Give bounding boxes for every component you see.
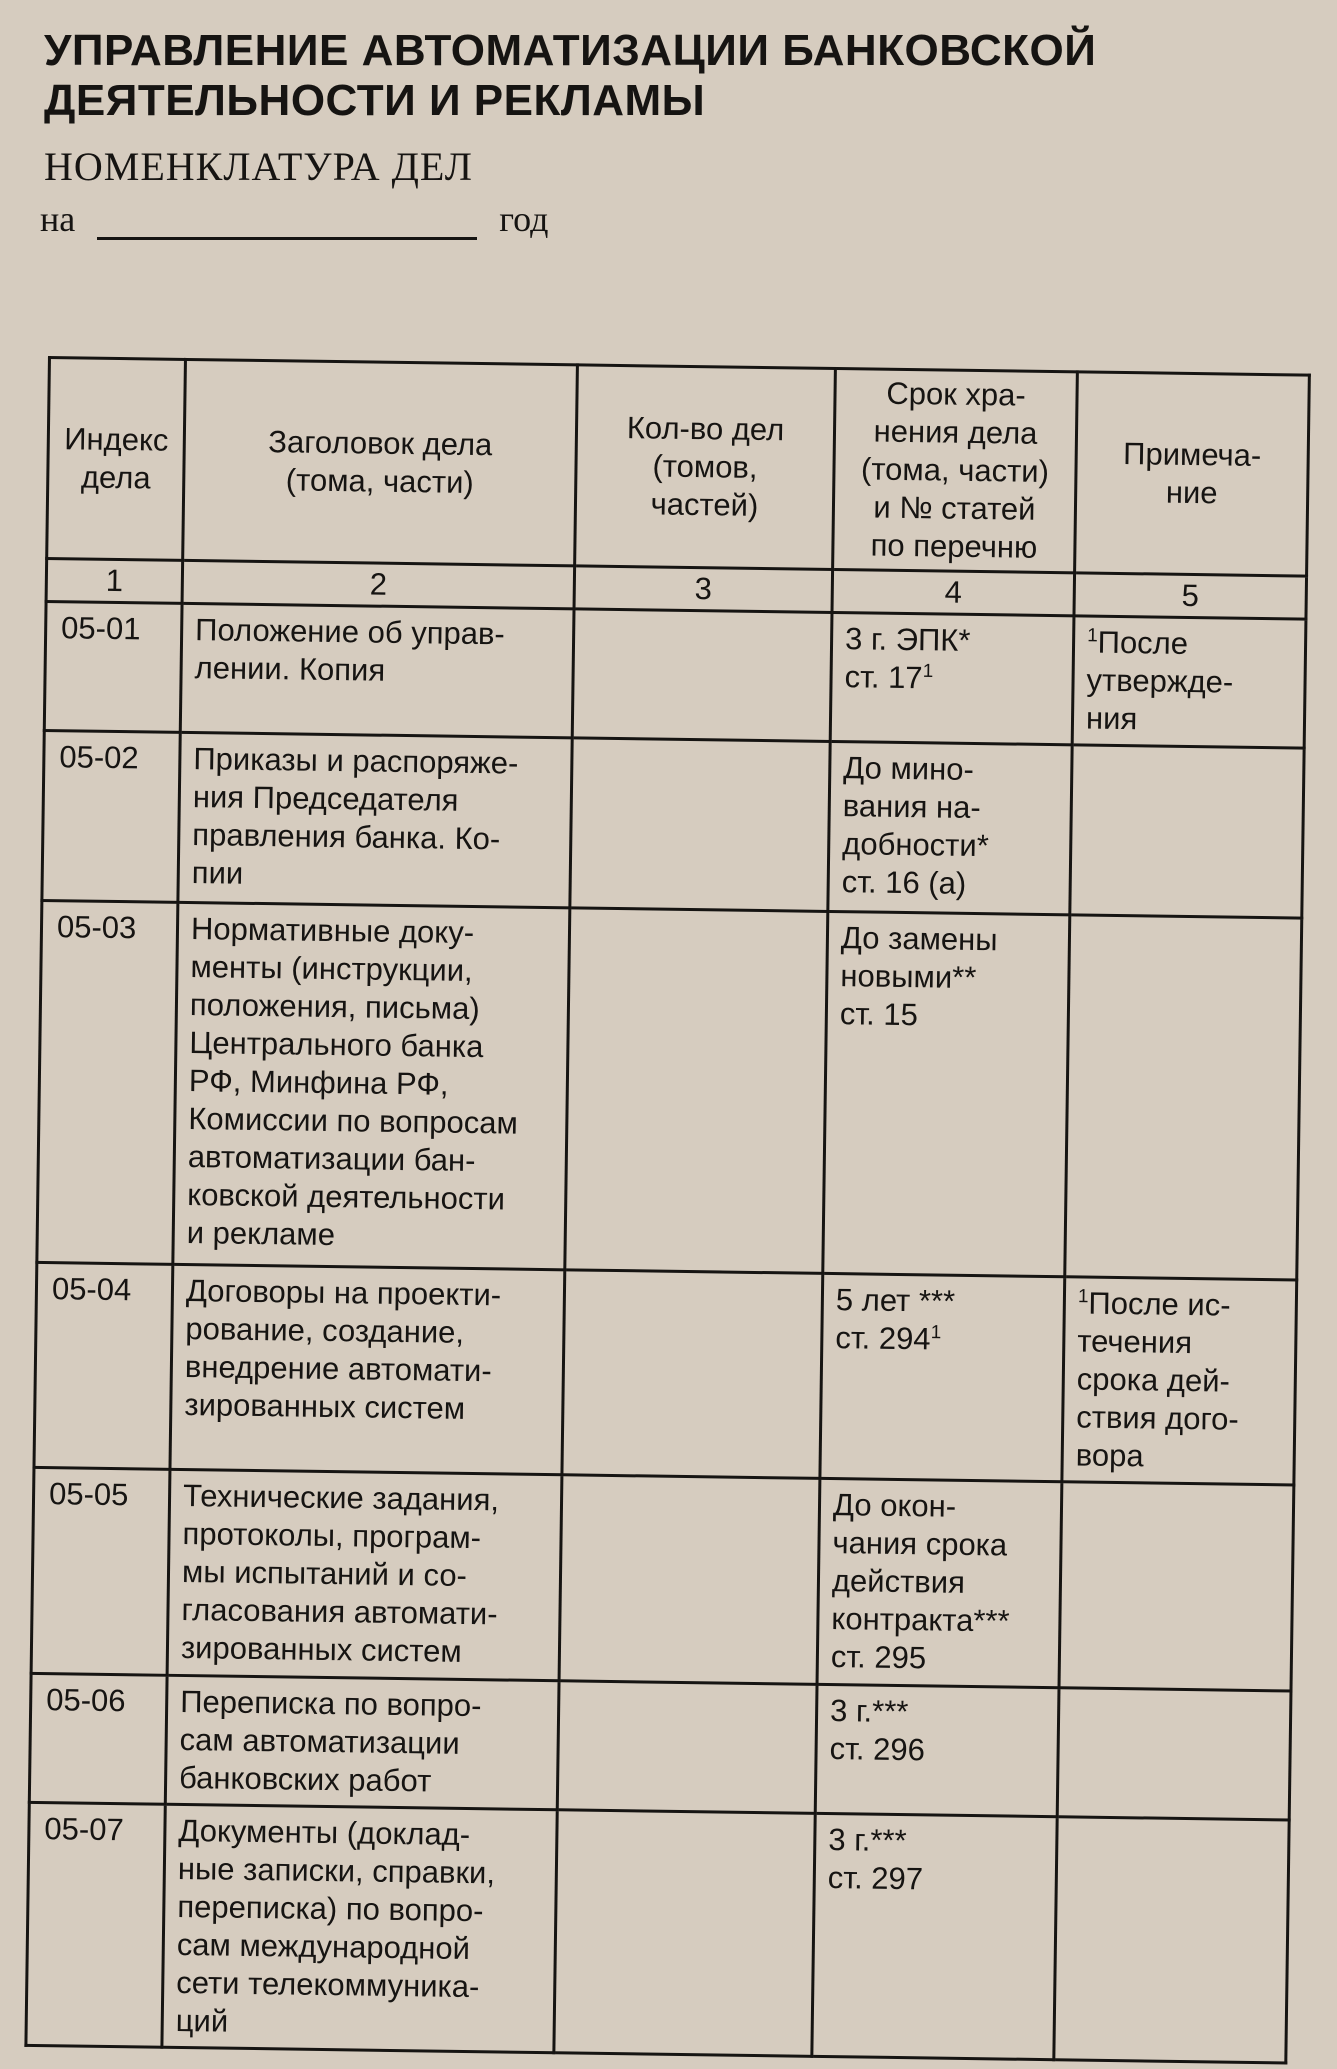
case-index: 05-01: [44, 601, 182, 732]
table-row: [26, 1802, 1289, 2063]
case-term: До окон- чания срока действия контракта*** ст. 295: [817, 1478, 1062, 1687]
table-row: [37, 900, 1302, 1280]
case-term: 5 лет *** ст. $294^1$: [820, 1273, 1065, 1481]
column-header-note: Примеча- ние: [1075, 372, 1310, 576]
case-term: 3 г.*** ст. 297: [812, 1813, 1057, 2059]
case-count: [565, 908, 828, 1274]
table-body: [26, 601, 1306, 2062]
case-title: Нормативные доку- менты (инструкции, положения, письма) Центрального банка РФ, Минфина РФ, Комиссии по вопросам автоматизации бан- ковской деятельности и рекламе: [173, 902, 570, 1269]
table-row: [44, 601, 1306, 748]
case-count: [572, 609, 832, 742]
table-row: [42, 730, 1304, 918]
case-term: 3 г. ЭПК* ст. $17^1$: [830, 612, 1074, 744]
column-header-term: Срок хра- нения дела (тома, части) и № статей по перечню: [833, 368, 1078, 572]
term-footnote-mark: 1: [930, 1322, 942, 1344]
case-title: Переписка по вопро- сам автоматизации банковских работ: [165, 1675, 559, 1809]
year-blank-line: [97, 197, 477, 240]
note-footnote-mark: 1: [1087, 625, 1098, 647]
case-index: 05-06: [29, 1673, 167, 1804]
department-title: [44, 26, 1284, 126]
department-title-line-2: ДЕЯТЕЛЬНОСТИ И РЕКЛАМЫ: [44, 76, 706, 125]
term-footnote-mark: 1: [922, 660, 934, 683]
case-index: 05-04: [34, 1262, 173, 1469]
case-note: $^1$После утвержде- ния: [1072, 616, 1306, 748]
table-row: [31, 1467, 1294, 1691]
case-note: [1070, 745, 1304, 918]
case-note: [1059, 1482, 1294, 1691]
column-number: 3: [574, 566, 833, 613]
column-number: 1: [46, 559, 183, 604]
case-index: 05-03: [37, 900, 178, 1264]
column-number: 4: [832, 569, 1075, 615]
case-note: [1065, 915, 1302, 1280]
case-title: Положение об управ- лении. Копия: [180, 603, 574, 737]
year-line: [40, 190, 548, 240]
year-prefix: на: [40, 199, 76, 239]
case-count: [562, 1270, 823, 1479]
column-header-index: Индекс дела: [47, 358, 186, 561]
case-note: $^1$После ис- течения срока дей- ствия дого- вора: [1062, 1277, 1297, 1485]
case-title: Документы (доклад- ные записки, справки, переписка) по вопро- сам международной сети телекоммуника- ций: [162, 1804, 557, 2052]
nomenclature-title: НОМЕНКЛАТУРА ДЕЛ: [44, 144, 473, 189]
column-header-title: Заголовок дела (тома, части): [183, 359, 578, 565]
case-index: 05-07: [26, 1802, 165, 2047]
table-row: [34, 1262, 1297, 1485]
case-note: [1054, 1817, 1289, 2063]
column-header-count: Кол-во дел (томов, частей): [575, 365, 836, 570]
case-title: Технические задания, протоколы, програм- мы испытаний и со- гласования автомати- зированных систем: [167, 1469, 562, 1680]
case-term: 3 г.*** ст. 296: [815, 1684, 1059, 1816]
case-count: [554, 1810, 815, 2057]
column-number: 2: [182, 560, 575, 608]
note-footnote-mark: 1: [1077, 1286, 1089, 1308]
case-index: 05-05: [31, 1467, 170, 1675]
case-title: Приказы и распоряже- ния Председателя правления банка. Ко- пии: [178, 732, 572, 907]
department-title-line-1: УПРАВЛЕНИЕ АВТОМАТИЗАЦИИ БАНКОВСКОЙ: [44, 26, 1097, 75]
case-count: [559, 1475, 820, 1685]
case-note: [1057, 1688, 1291, 1820]
column-number: 5: [1074, 573, 1307, 619]
nomenclature-table-wrapper: [24, 356, 1307, 2064]
case-index: 05-02: [42, 730, 180, 902]
year-suffix: год: [499, 199, 549, 239]
table-header-row: [47, 358, 1310, 577]
table-row: [29, 1673, 1291, 1820]
case-count: [557, 1681, 817, 1814]
case-term: До замены новыми** ст. 15: [823, 911, 1070, 1276]
case-title: Договоры на проекти- рование, создание, внедрение автомати- зированных систем: [170, 1264, 565, 1474]
nomenclature-table: [24, 356, 1310, 2064]
case-term: До мино- вания на- добности* ст. 16 (а): [828, 741, 1072, 914]
case-count: [570, 738, 830, 912]
